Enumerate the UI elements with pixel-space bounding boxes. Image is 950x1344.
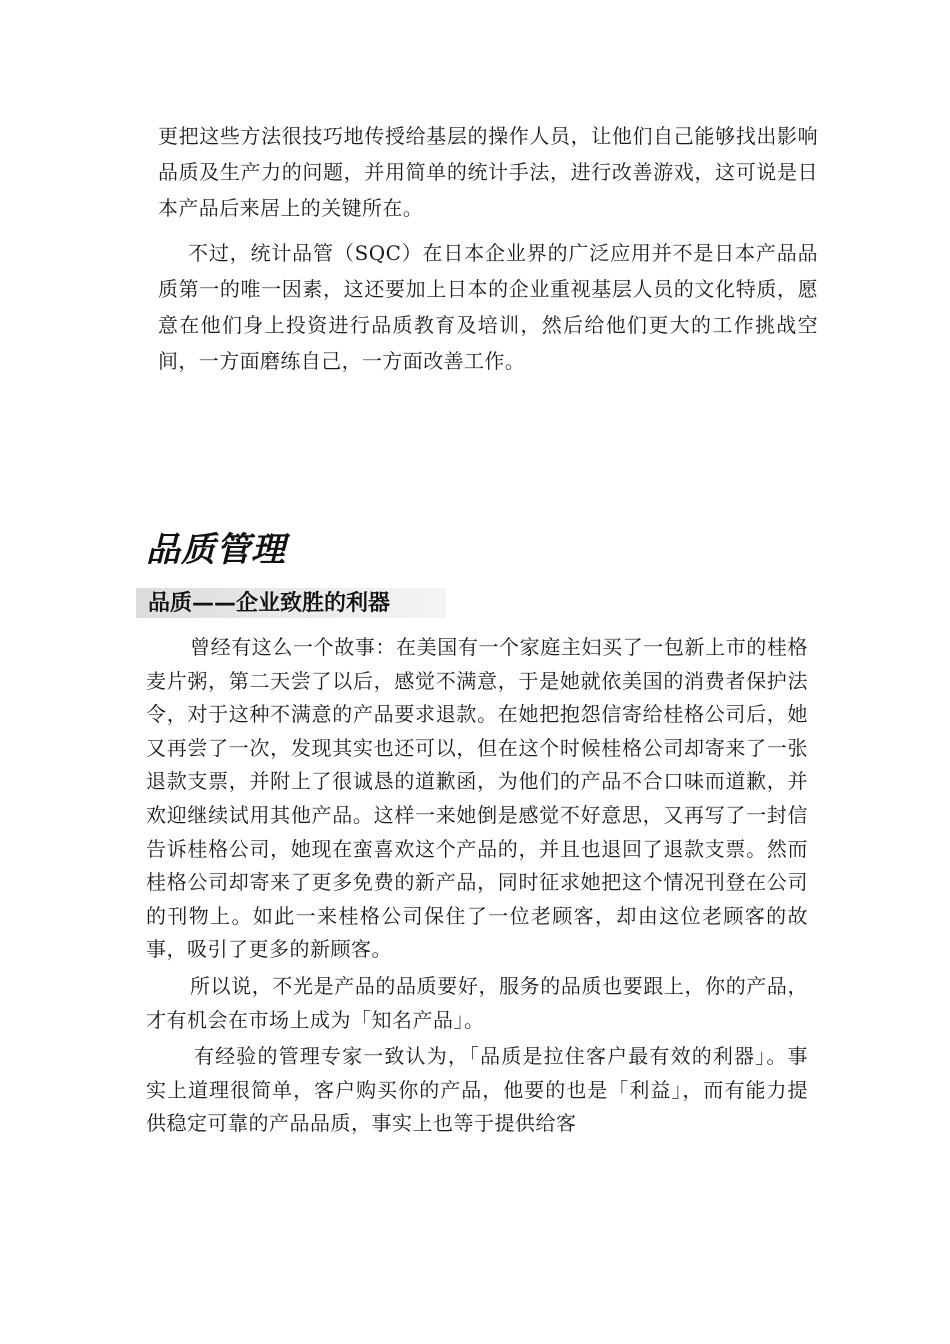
sub-heading-bar [136,588,446,618]
paragraph: 有经验的管理专家一致认为，「品质是拉住客户最有效的利器」。事实上道理很简单，客户购买你的产品，他要的也是「利益」，而有能力提供稳定可靠的产品品质，事实上也等于提供给客 [146,1044,808,1136]
sub-heading: 品质——企业致胜的利器 [148,591,391,616]
section-title: 品质管理 [146,530,286,570]
paragraph: 更把这些方法很技巧地传授给基层的操作人员，让他们自己能够找出影响品质及生产力的问题，并用简单的统计手法，进行改善游戏，这可说是日本产品后来居上的关键所在。 [158,124,818,220]
main-text-block [146,631,808,1144]
top-text-block [158,118,818,388]
paragraph: 不过，统计品管（SQC）在日本企业界的广泛应用并不是日本产品品质第一的唯一因素，这还要加上日本的企业重视基层人员的文化特质，愿意在他们身上投资进行品质教育及培训，然后给他们更大的工作挑战空间，一方面磨练自己，一方面改善工作。 [158,241,818,373]
paragraph: 曾经有这么一个故事：在美国有一个家庭主妇买了一包新上市的桂格麦片粥，第二天尝了以后，感觉不满意，于是她就依美国的消费者保护法令，对于这种不满意的产品要求退款。在她把抱怨信寄给桂格公司后，她又再尝了一次，发现其实也还可以，但在这个时候桂格公司却寄来了一张退款支票，并附上了很诚恳的道歉函，为他们的产品不合口味而道歉，并欢迎继续试用其他产品。这样一来她倒是感觉不好意思，又再写了一封信告诉桂格公司，她现在蛮喜欢这个产品的，并且也退回了退款支票。然而桂格公司却寄来了更多免费的新产品，同时征求她把这个情况刊登在公司的刊物上。如此一来桂格公司保住了一位老顾客，却由这位老顾客的故事，吸引了更多的新顾客。 [146,635,808,962]
paragraph: 所以说，不光是产品的品质要好，服务的品质也要跟上，你的产品，才有机会在市场上成为「知名产品」。 [146,973,808,1032]
